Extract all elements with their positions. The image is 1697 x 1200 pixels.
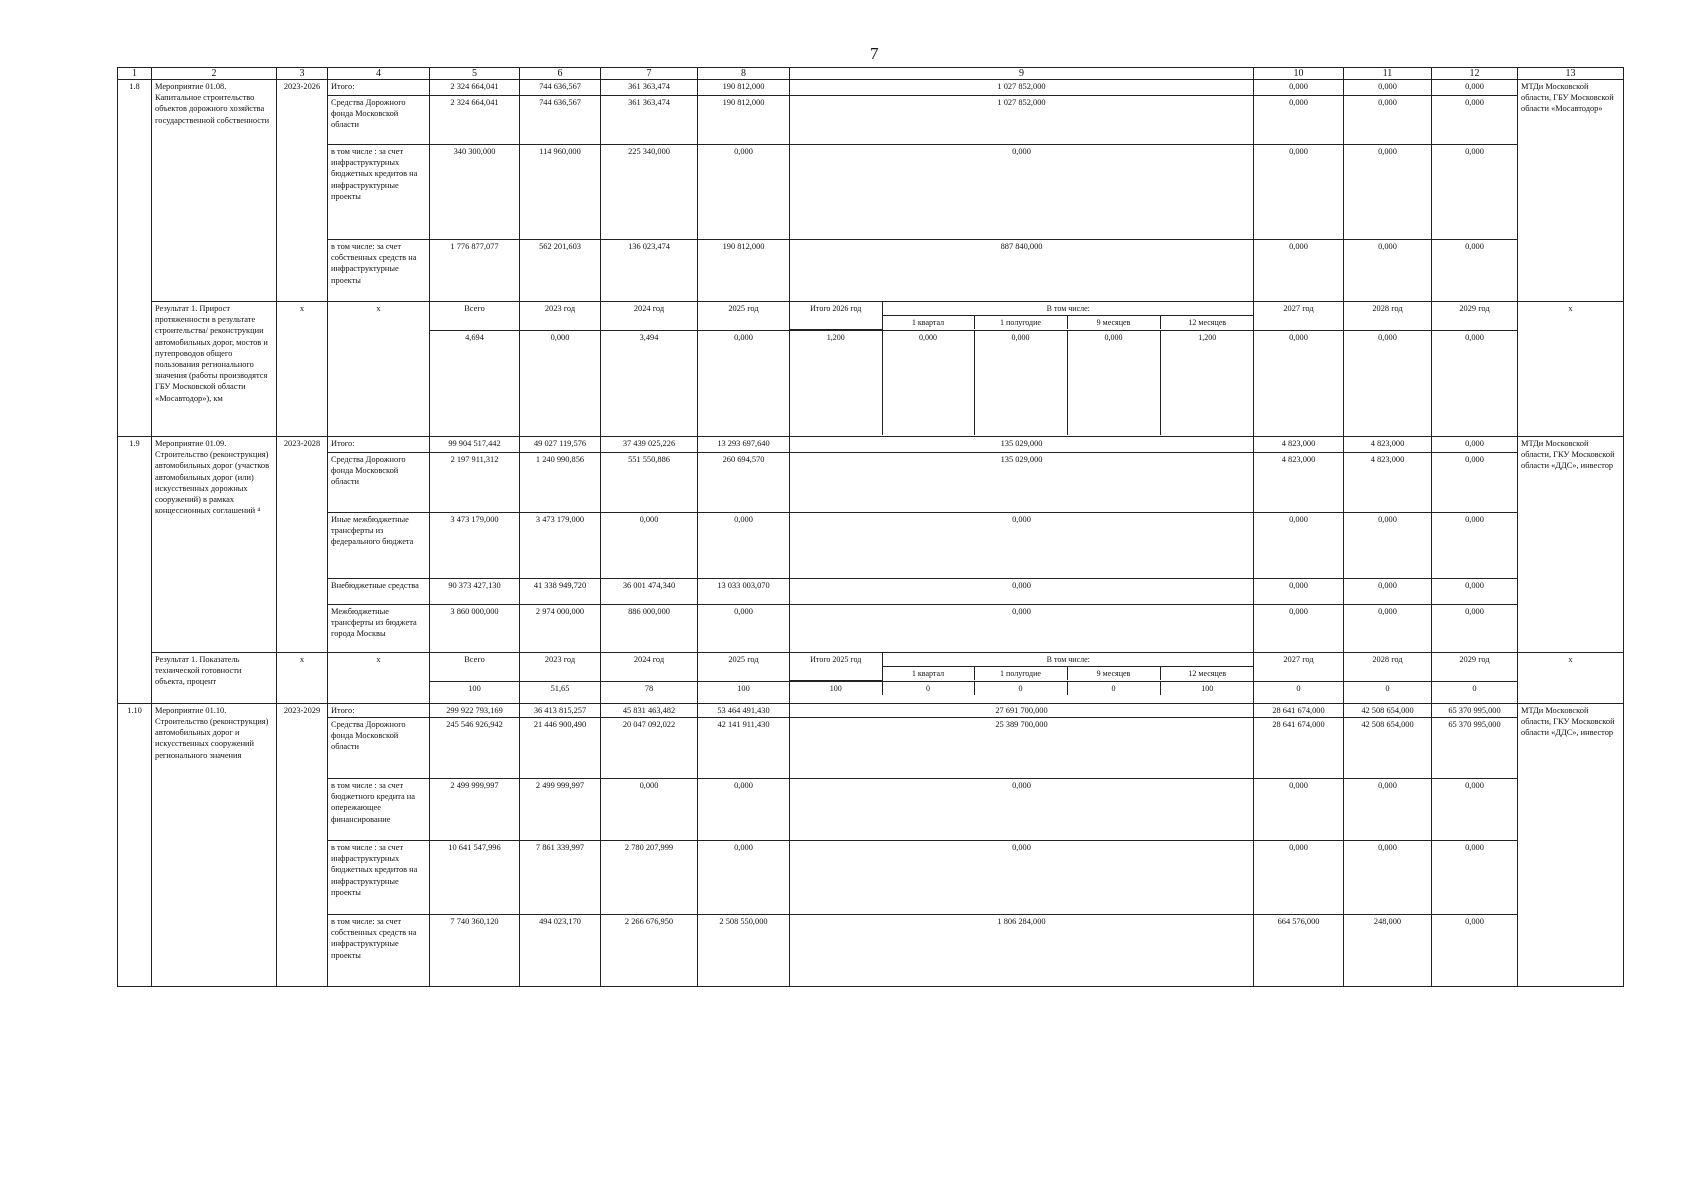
value-cell: 13 293 697,640 (698, 436, 790, 452)
result-header: 2029 год (1432, 302, 1518, 331)
value-cell: 260 694,570 (698, 452, 790, 512)
value-cell: 7 861 339,997 (520, 841, 601, 915)
value-cell: 0,000 (1432, 96, 1518, 145)
funding-source: Средства Дорожного фонда Московской области (328, 452, 430, 512)
measure-years: 2023-2029 (277, 703, 328, 986)
quarter-header: 12 месяцев (1188, 318, 1227, 328)
column-number: 4 (328, 68, 430, 80)
value-cell: 886 000,000 (601, 604, 698, 652)
value-cell: 28 641 674,000 (1254, 703, 1344, 717)
value-cell: 37 439 025,226 (601, 436, 698, 452)
page-number: 7 (870, 44, 879, 63)
result-quarter-values (790, 330, 1254, 436)
table-row (118, 452, 1624, 512)
value-cell: 100 (1201, 683, 1214, 693)
table-row (118, 578, 1624, 604)
value-cell: 28 641 674,000 (1254, 718, 1344, 779)
funding-source: в том числе : за счет инфраструктурных бюджетных кредитов на инфраструктурные проекты (328, 841, 430, 915)
value-cell: 100 (430, 681, 520, 703)
result-header: Всего (430, 652, 520, 681)
table-row (118, 80, 1624, 96)
value-cell: 2 266 676,950 (601, 915, 698, 987)
value-cell: 0,000 (882, 331, 974, 435)
quarter-header: 1 квартал (882, 667, 974, 681)
value-cell: 0,000 (520, 330, 601, 436)
value-cell: 42 141 911,430 (698, 718, 790, 779)
table-row (118, 703, 1624, 717)
value-cell: 0 (1344, 681, 1432, 703)
value-cell: 299 922 793,169 (430, 703, 520, 717)
value-cell: 0,000 (1344, 240, 1432, 302)
column-number-row (118, 68, 1624, 80)
value-cell: 45 831 463,482 (601, 703, 698, 717)
result-header: 2028 год (1344, 652, 1432, 681)
value-cell: 0,000 (601, 779, 698, 841)
value-cell: 0,000 (1432, 512, 1518, 578)
value-cell: 78 (601, 681, 698, 703)
measure-name: Мероприятие 01.08. Капитальное строительство объектов дорожного хозяйства государственной собственности (152, 80, 277, 302)
value-cell: 4 823,000 (1344, 436, 1432, 452)
funding-source: Иные межбюджетные трансферты из федерального бюджета (328, 512, 430, 578)
value-cell: 3 473 179,000 (430, 512, 520, 578)
value-cell: 36 413 815,257 (520, 703, 601, 717)
result-col13: x (1518, 652, 1624, 703)
value-cell: 41 338 949,720 (520, 578, 601, 604)
value-cell: 0 (1432, 681, 1518, 703)
value-cell: 3 860 000,000 (430, 604, 520, 652)
result-header: Итого 2025 год (790, 653, 882, 680)
table-row (118, 240, 1624, 302)
value-cell: 49 027 119,576 (520, 436, 601, 452)
value-cell: 1,200 (790, 331, 882, 435)
value-cell: 100 (790, 682, 882, 695)
value-cell: 0,000 (1254, 96, 1344, 145)
value-cell: 2 197 911,312 (430, 452, 520, 512)
table-row (118, 604, 1624, 652)
result-header: 2024 год (601, 302, 698, 331)
value-cell: 0,000 (1432, 452, 1518, 512)
value-cell: 0,000 (1432, 330, 1518, 436)
value-cell: 0,000 (1432, 604, 1518, 652)
result-header: 2023 год (520, 652, 601, 681)
column-number: 7 (601, 68, 698, 80)
value-cell: 0,000 (1344, 604, 1432, 652)
result-header: Итого 2026 год (790, 302, 882, 329)
column-number: 6 (520, 68, 601, 80)
value-cell: 0 (882, 682, 974, 695)
value-cell: 42 508 654,000 (1344, 718, 1432, 779)
value-cell: 494 023,170 (520, 915, 601, 987)
result-header: 2024 год (601, 652, 698, 681)
funding-source: Межбюджетные трансферты из бюджета города Москвы (328, 604, 430, 652)
value-cell: 0,000 (698, 145, 790, 240)
value-cell: 1 027 852,000 (790, 96, 1254, 145)
column-number: 11 (1344, 68, 1432, 80)
value-cell: 562 201,603 (520, 240, 601, 302)
table-row (118, 915, 1624, 987)
value-cell: 0,000 (1254, 512, 1344, 578)
funding-source: в том числе: за счет собственных средств на инфраструктурные проекты (328, 240, 430, 302)
quarter-header: 9 месяцев (1067, 316, 1160, 330)
program-table (117, 67, 1624, 987)
value-cell: 2 508 550,000 (698, 915, 790, 987)
value-cell: 0,000 (1254, 80, 1344, 96)
result-header-row (118, 302, 1624, 331)
value-cell: 0,000 (1432, 915, 1518, 987)
value-cell: 1 027 852,000 (790, 80, 1254, 96)
value-cell: 136 023,474 (601, 240, 698, 302)
value-cell: 0,000 (790, 779, 1254, 841)
value-cell: 0,000 (1254, 604, 1344, 652)
table-row (118, 96, 1624, 145)
value-cell: 744 636,567 (520, 80, 601, 96)
value-cell: 135 029,000 (790, 436, 1254, 452)
funding-source: Итого: (328, 436, 430, 452)
value-cell: 0,000 (601, 512, 698, 578)
table-row (118, 718, 1624, 779)
column-number: 12 (1432, 68, 1518, 80)
value-cell: 0,000 (1432, 80, 1518, 96)
value-cell: 65 370 995,000 (1432, 718, 1518, 779)
responsible-party: МТДи Московской области, ГБУ Московской области «Мосавтодор» (1518, 80, 1624, 302)
value-cell: 0,000 (1254, 240, 1344, 302)
column-number: 2 (152, 68, 277, 80)
funding-source: Средства Дорожного фонда Московской области (328, 96, 430, 145)
value-cell: 225 340,000 (601, 145, 698, 240)
value-cell: 65 370 995,000 (1432, 703, 1518, 717)
column-number: 10 (1254, 68, 1344, 80)
value-cell: 0,000 (790, 512, 1254, 578)
value-cell: 99 904 517,442 (430, 436, 520, 452)
column-number: 9 (790, 68, 1254, 80)
funding-source: Внебюджетные средства (328, 578, 430, 604)
value-cell: 744 636,567 (520, 96, 601, 145)
value-cell: 0,000 (790, 604, 1254, 652)
column-number: 1 (118, 68, 152, 80)
column-number: 5 (430, 68, 520, 80)
result-col4: x (328, 302, 430, 437)
value-cell: 0 (1254, 681, 1344, 703)
value-cell: 135 029,000 (790, 452, 1254, 512)
table-row (118, 512, 1624, 578)
result-header: 2027 год (1254, 302, 1344, 331)
value-cell: 0,000 (1432, 779, 1518, 841)
result-header: В том числе: (882, 302, 1254, 316)
quarter-header: 1 полугодие (974, 667, 1067, 681)
value-cell: 245 546 926,942 (430, 718, 520, 779)
value-cell: 0,000 (1344, 578, 1432, 604)
result-quarter-header (790, 652, 1254, 681)
table-row (118, 436, 1624, 452)
value-cell: 36 001 474,340 (601, 578, 698, 604)
funding-source: в том числе : за счет инфраструктурных бюджетных кредитов на инфраструктурные проекты (328, 145, 430, 240)
value-cell: 0,000 (1067, 331, 1160, 435)
value-cell: 248,000 (1344, 915, 1432, 987)
measure-number: 1.9 (118, 436, 152, 703)
value-cell: 0,000 (698, 604, 790, 652)
value-cell: 90 373 427,130 (430, 578, 520, 604)
value-cell: 0,000 (1344, 512, 1432, 578)
measure-number: 1.10 (118, 703, 152, 986)
value-cell: 0,000 (790, 145, 1254, 240)
value-cell: 2 499 999,997 (430, 779, 520, 841)
value-cell: 1 776 877,077 (430, 240, 520, 302)
column-number: 13 (1518, 68, 1624, 80)
value-cell: 0,000 (1432, 841, 1518, 915)
value-cell: 13 033 003,070 (698, 578, 790, 604)
result-col4: x (328, 652, 430, 703)
value-cell: 0,000 (1254, 779, 1344, 841)
result-header: В том числе: (882, 653, 1254, 667)
value-cell: 0,000 (790, 841, 1254, 915)
value-cell: 0,000 (1254, 841, 1344, 915)
result-col13: x (1518, 302, 1624, 437)
value-cell: 2 324 664,041 (430, 80, 520, 96)
value-cell: 0,000 (1344, 96, 1432, 145)
quarter-header: 12 месяцев (1188, 669, 1227, 679)
value-cell: 4 823,000 (1344, 452, 1432, 512)
quarter-header: 9 месяцев (1067, 667, 1160, 681)
result-header: 2028 год (1344, 302, 1432, 331)
value-cell: 0,000 (698, 841, 790, 915)
value-cell: 551 550,886 (601, 452, 698, 512)
value-cell: 1 240 990,856 (520, 452, 601, 512)
responsible-party: МТДи Московской области, ГКУ Московской области «ДДС», инвестор (1518, 703, 1624, 986)
value-cell: 0,000 (1432, 436, 1518, 452)
funding-source: в том числе : за счет бюджетного кредита на опережающее финансирование (328, 779, 430, 841)
value-cell: 2 780 207,999 (601, 841, 698, 915)
value-cell: 4 823,000 (1254, 436, 1344, 452)
measure-years: 2023-2028 (277, 436, 328, 652)
measure-number: 1.8 (118, 80, 152, 437)
value-cell: 2 974 000,000 (520, 604, 601, 652)
value-cell: 0,000 (1254, 578, 1344, 604)
value-cell: 27 691 700,000 (790, 703, 1254, 717)
result-header: 2029 год (1432, 652, 1518, 681)
value-cell: 0,000 (1254, 145, 1344, 240)
value-cell: 0,000 (1254, 330, 1344, 436)
result-col3: x (277, 302, 328, 437)
value-cell: 25 389 700,000 (790, 718, 1254, 779)
funding-source: Итого: (328, 80, 430, 96)
value-cell: 3 473 179,000 (520, 512, 601, 578)
measure-years: 2023-2026 (277, 80, 328, 302)
value-cell: 0,000 (1344, 841, 1432, 915)
value-cell: 20 047 092,022 (601, 718, 698, 779)
table-row (118, 145, 1624, 240)
result-header: 2027 год (1254, 652, 1344, 681)
result-quarter-header (790, 302, 1254, 331)
value-cell: 4,694 (430, 330, 520, 436)
measure-name: Мероприятие 01.09. Строительство (реконструкция) автомобильных дорог (участков автомобильных дорог (или) искусственных дорожных сооружений) в рамках концессионных соглашений ⁴ (152, 436, 277, 652)
value-cell: 190 812,000 (698, 80, 790, 96)
value-cell: 4 823,000 (1254, 452, 1344, 512)
value-cell: 0,000 (1344, 330, 1432, 436)
value-cell: 10 641 547,996 (430, 841, 520, 915)
responsible-party: МТДи Московской области, ГКУ Московской области «ДДС», инвестор (1518, 436, 1624, 652)
value-cell: 21 446 900,490 (520, 718, 601, 779)
value-cell: 340 300,000 (430, 145, 520, 240)
column-number: 8 (698, 68, 790, 80)
result-name: Результат 1. Прирост протяженности в результате строительства/ реконструкции автомобильных дорог, мостов и путепроводов общего пользования регионального значения (работы производятся ГБУ Московской области «Мосавтодор»), км (152, 302, 277, 437)
column-number: 3 (277, 68, 328, 80)
value-cell: 361 363,474 (601, 96, 698, 145)
result-header: 2023 год (520, 302, 601, 331)
value-cell: 1,200 (1198, 332, 1217, 342)
value-cell: 0,000 (1432, 145, 1518, 240)
value-cell: 0,000 (698, 330, 790, 436)
value-cell: 190 812,000 (698, 240, 790, 302)
value-cell: 0,000 (1344, 145, 1432, 240)
value-cell: 2 499 999,997 (520, 779, 601, 841)
result-header: 2025 год (698, 302, 790, 331)
value-cell: 1 806 284,000 (790, 915, 1254, 987)
value-cell: 0,000 (1432, 578, 1518, 604)
result-name: Результат 1. Показатель технической готовности объекта, процент (152, 652, 277, 703)
value-cell: 0,000 (698, 512, 790, 578)
value-cell: 114 960,000 (520, 145, 601, 240)
value-cell: 7 740 360,120 (430, 915, 520, 987)
measure-name: Мероприятие 01.10. Строительство (реконструкция) автомобильных дорог и искусственных сооружений регионального значения (152, 703, 277, 986)
value-cell: 42 508 654,000 (1344, 703, 1432, 717)
result-col3: x (277, 652, 328, 703)
result-header: Всего (430, 302, 520, 331)
value-cell: 0 (974, 682, 1067, 695)
result-header-row (118, 652, 1624, 681)
value-cell: 2 324 664,041 (430, 96, 520, 145)
funding-source: Средства Дорожного фонда Московской области (328, 718, 430, 779)
table-row (118, 779, 1624, 841)
value-cell: 100 (698, 681, 790, 703)
value-cell: 3,494 (601, 330, 698, 436)
result-quarter-values (790, 681, 1254, 703)
value-cell: 361 363,474 (601, 80, 698, 96)
value-cell: 51,65 (520, 681, 601, 703)
value-cell: 887 840,000 (790, 240, 1254, 302)
result-header: 2025 год (698, 652, 790, 681)
quarter-header: 1 квартал (882, 316, 974, 330)
funding-source: Итого: (328, 703, 430, 717)
value-cell: 0,000 (1344, 80, 1432, 96)
value-cell: 53 464 491,430 (698, 703, 790, 717)
table-row (118, 841, 1624, 915)
value-cell: 0 (1067, 682, 1160, 695)
value-cell: 0,000 (1344, 779, 1432, 841)
value-cell: 0,000 (974, 331, 1067, 435)
value-cell: 190 812,000 (698, 96, 790, 145)
value-cell: 0,000 (698, 779, 790, 841)
value-cell: 664 576,000 (1254, 915, 1344, 987)
funding-source: в том числе: за счет собственных средств на инфраструктурные проекты (328, 915, 430, 987)
quarter-header: 1 полугодие (974, 316, 1067, 330)
value-cell: 0,000 (790, 578, 1254, 604)
value-cell: 0,000 (1432, 240, 1518, 302)
